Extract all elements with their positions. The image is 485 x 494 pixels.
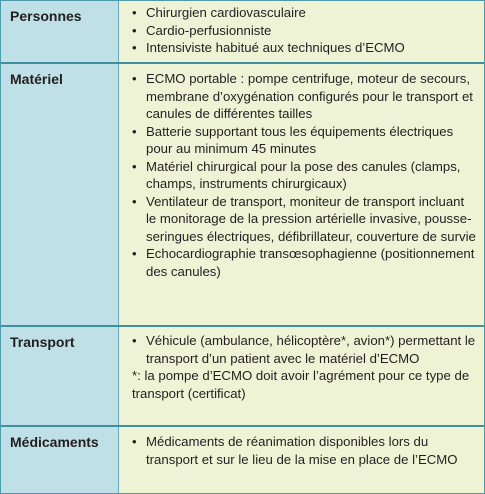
bullet-list (132, 70, 476, 280)
row-content (119, 327, 484, 425)
row-header: Matériel (1, 64, 119, 325)
list-item: • Intensiviste habitué aux techniques d’ECMO (132, 39, 476, 57)
table-row-materiel (1, 64, 484, 327)
row-content (119, 64, 484, 325)
table-row-medicaments (1, 427, 484, 493)
row-header: Médicaments (1, 427, 119, 493)
list-item: • Médicaments de réanimation disponibles lors du transport et sur le lieu de la mise en place de l’ECMO (132, 433, 476, 468)
footnote: *: la pompe d’ECMO doit avoir l’agrément pour ce type de transport (certificat) (132, 368, 470, 401)
list-item: • Batterie supportant tous les équipements électriques pour au minimum 45 minutes (132, 123, 476, 158)
row-content (119, 427, 484, 493)
table-row-transport (1, 327, 484, 427)
row-header: Personnes (1, 1, 119, 62)
list-item: • Chirurgien cardiovasculaire (132, 4, 476, 22)
bullet-list (132, 4, 476, 57)
list-item: • Ventilateur de transport, moniteur de transport incluant le monitorage de la pression artérielle invasive, pousse-seringues électriques, défibrillateur, couverture de survie (132, 193, 476, 246)
list-item: • ECMO portable : pompe centrifuge, moteur de secours, membrane d’oxygénation configurés pour le transport et canules de différentes tailles (132, 70, 476, 123)
bullet-list (132, 332, 476, 367)
row-content (119, 1, 484, 62)
list-item: • Véhicule (ambulance, hélicoptère*, avion*) permettant le transport d’un patient avec le matériel d’ECMO (132, 332, 476, 367)
bullet-list (132, 433, 476, 468)
table-row-personnes (1, 1, 484, 64)
list-item: • Echocardiographie transœsophagienne (positionnement des canules) (132, 245, 476, 280)
list-item: • Cardio-perfusionniste (132, 22, 476, 40)
row-header: Transport (1, 327, 119, 425)
list-item: • Matériel chirurgical pour la pose des canules (clamps, champs, instruments chirurgicaux) (132, 158, 476, 193)
